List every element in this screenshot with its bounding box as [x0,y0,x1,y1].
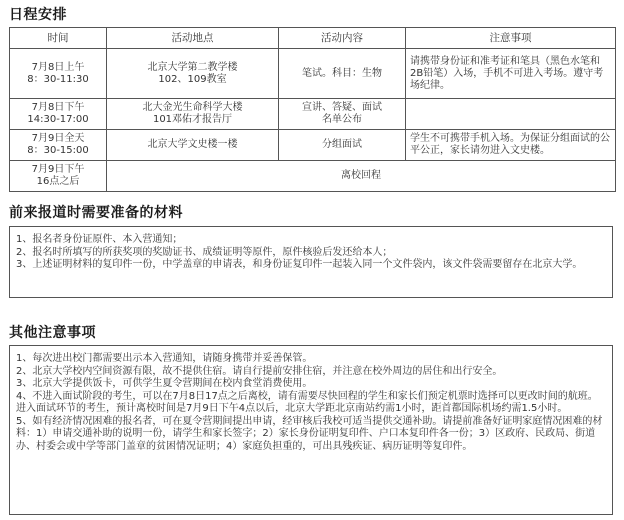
table-header-row [10,28,616,49]
merged-cell: 离校回程 [107,161,616,192]
content-cell: 宣讲、答疑、面试 名单公布 [279,99,406,130]
place-cell: 北京大学文史楼一楼 [107,130,279,161]
notes-title: 其他注意事项 [9,325,96,341]
time-cell: 7月9日下午 16点之后 [10,161,107,192]
header-time: 时间 [10,28,107,49]
place-cell: 北大金光生命科学大楼 101邓佑才报告厅 [107,99,279,130]
notes-box [9,345,613,515]
list-item: 3、上述证明材料的复印件一份，中学盖章的申请表，和身份证复印件一起装入同一个文件袋内，该文件袋需要留存在北京大学。 [16,259,583,270]
table-row [10,130,616,161]
content-cell: 分组面试 [279,130,406,161]
schedule-title: 日程安排 [9,7,67,23]
schedule-table [9,27,616,192]
table-row [10,99,616,130]
materials-box [9,226,613,298]
place-cell: 北京大学第二教学楼 102、109教室 [107,49,279,99]
note-cell: 请携带身份证和准考证和笔具（黑色水笔和2B铅笔）入场，手机不可进入考场。遵守考场纪律。 [406,49,616,99]
header-notes: 注意事项 [406,28,616,49]
list-item: 1、每次进出校门都需要出示本入营通知，请随身携带并妥善保管。 [16,353,313,364]
time-cell: 7月8日上午 8：30-11:30 [10,49,107,99]
content-cell: 笔试。科目：生物 [279,49,406,99]
header-content: 活动内容 [279,28,406,49]
list-item: 2、北京大学校内空间资源有限，故不提供住宿。请自行提前安排住宿，并注意在校外周边的居住和出行安全。 [16,365,503,377]
list-item: 4、不进入面试阶段的考生，可以在7月8日17点之后离校，请有需要尽快回程的学生和家长们预定机票时选择可以更改时间的航班。进入面试环节的考生，预计离校时间是7月9日下午4点以后，北京大学距北京南站约需1小时，距首都国际机场约需1.5小时。 [16,390,598,414]
time-cell: 7月8日下午 14:30-17:00 [10,99,107,130]
table-row [10,161,616,192]
note-cell [406,99,616,130]
table-row [10,49,616,99]
materials-title: 前来报道时需要准备的材料 [9,205,183,221]
list-item: 1、报名者身份证原件、本入营通知； [16,234,183,245]
list-item: 3、北京大学提供饭卡，可供学生夏令营期间在校内食堂消费使用。 [16,378,313,389]
header-place: 活动地点 [107,28,279,49]
list-item: 5、如有经济情况困难的报名者，可在夏令营期间提出申请，经审核后我校可适当提供交通补助。请提前准备好证明家庭情况困难的材料：1）申请交通补助的说明一份，请学生和家长签字；2）家长身份证明复印件、户口本复印件各一份；3）区政府、民政局、街道办、村委会或中学等部门盖章的贫困情况证明；4）家庭负担重的，可出具残疾证、病历证明等复印件。 [16,415,603,452]
list-item: 2、报名时所填写的所获奖项的奖励证书、成绩证明等原件，原件核验后发还给本人； [16,246,393,258]
time-cell: 7月9日全天 8：30-15:00 [10,130,107,161]
note-cell: 学生不可携带手机入场。为保证分组面试的公平公正，家长请勿进入文史楼。 [406,130,616,161]
